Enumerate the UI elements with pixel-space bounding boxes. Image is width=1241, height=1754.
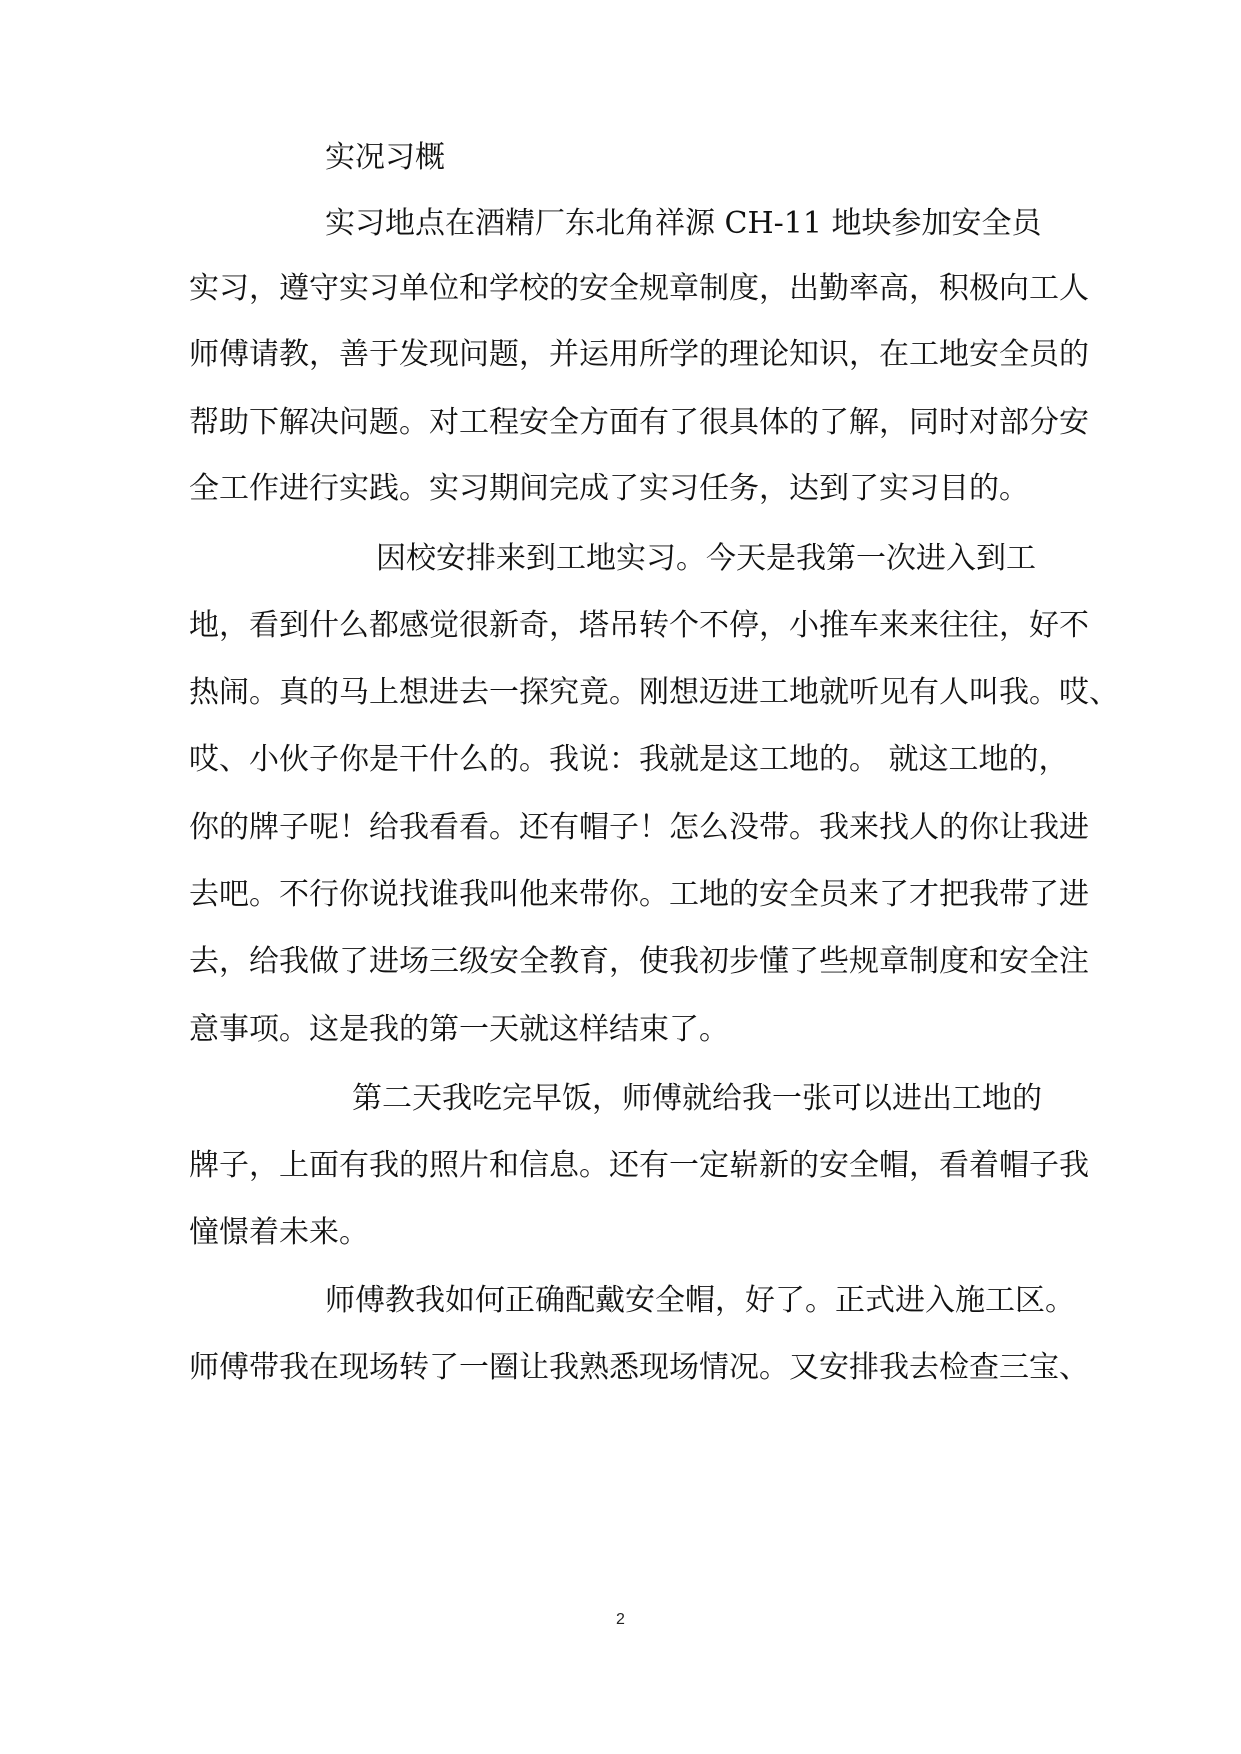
paragraph-2-line-8: 意事项。这是我的第一天就这样结束了。 — [189, 1012, 729, 1047]
paragraph-2-line-7: 去，给我做了进场三级安全教育，使我初步懂了些规章制度和安全注 — [189, 944, 1089, 979]
paragraph-4-line-2: 师傅带我在现场转了一圈让我熟悉现场情况。又安排我去检查三宝、 — [189, 1350, 1089, 1385]
paragraph-4-line-1: 师傅教我如何正确配戴安全帽，好了。正式进入施工区。 — [325, 1283, 1075, 1318]
paragraph-1-line-5: 全工作进行实践。实习期间完成了实习任务，达到了实习目的。 — [189, 471, 1029, 506]
paragraph-1-line-4: 帮助下解决问题。对工程安全方面有了很具体的了解，同时对部分安 — [189, 405, 1089, 440]
document-heading: 实况习概 — [325, 140, 445, 175]
page-number: 2 — [616, 1611, 625, 1628]
paragraph-2-line-1: 因校安排来到工地实习。今天是我第一次进入到工 — [376, 541, 1036, 576]
paragraph-1-line-1: 实习地点在酒精厂东北角祥源 CH-11 地块参加安全员 — [325, 206, 1042, 241]
paragraph-3-line-3: 憧憬着未来。 — [189, 1215, 369, 1250]
paragraph-1-line-2: 实习，遵守实习单位和学校的安全规章制度，出勤率高，积极向工人 — [189, 271, 1089, 306]
paragraph-1-line-3: 师傅请教，善于发现问题，并运用所学的理论知识，在工地安全员的 — [189, 337, 1089, 372]
paragraph-2-line-4: 哎、小伙子你是干什么的。我说：我就是这工地的。 就这工地的， — [189, 742, 1069, 777]
paragraph-2-line-5: 你的牌子呢！给我看看。还有帽子！怎么没带。我来找人的你让我进 — [189, 810, 1089, 845]
paragraph-3-line-2: 牌子，上面有我的照片和信息。还有一定崭新的安全帽，看着帽子我 — [189, 1148, 1089, 1183]
paragraph-2-line-3: 热闹。真的马上想进去一探究竟。刚想迈进工地就听见有人叫我。哎、 — [189, 675, 1119, 710]
paragraph-2-line-6: 去吧。不行你说找谁我叫他来带你。工地的安全员来了才把我带了进 — [189, 877, 1089, 912]
paragraph-3-line-1: 第二天我吃完早饭，师傅就给我一张可以进出工地的 — [352, 1081, 1042, 1116]
paragraph-2-line-2: 地，看到什么都感觉很新奇，塔吊转个不停，小推车来来往往，好不 — [189, 608, 1089, 643]
